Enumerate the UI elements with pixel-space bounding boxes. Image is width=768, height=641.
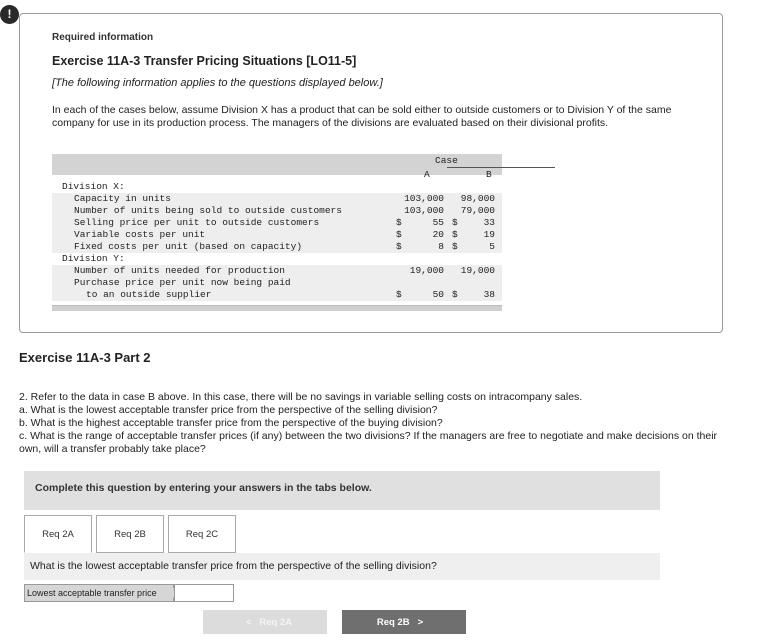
case-b-value: 38: [483, 289, 495, 300]
tab-question-bar: [24, 553, 660, 580]
instruction-bar: [24, 471, 660, 510]
case-underline: [447, 167, 555, 168]
tab-req-2a[interactable]: Req 2A: [24, 515, 92, 553]
question-line: a. What is the lowest acceptable transfer price from the perspective of the selling division?: [19, 404, 438, 416]
prev-button-label: Req 2A: [259, 617, 293, 628]
row-label: Number of units being sold to outside customers: [74, 205, 342, 216]
instruction-text: Complete this question by entering your answers in the tabs below.: [35, 482, 372, 494]
row-label: Variable costs per unit: [74, 229, 206, 240]
case-b-value: 33: [483, 217, 495, 228]
lowest-transfer-price-input[interactable]: [174, 584, 234, 602]
next-button-label: Req 2B: [376, 617, 410, 628]
row-label: Division Y:: [62, 253, 125, 264]
case-a-value: 55: [432, 217, 444, 228]
question-text: [19, 391, 719, 456]
case-data-table: [52, 154, 502, 310]
row-label: Selling price per unit to outside customers: [74, 217, 320, 228]
case-a-value: 103,000: [404, 205, 444, 216]
case-a-currency: $: [396, 289, 402, 300]
tab-req-2c[interactable]: Req 2C: [168, 515, 236, 553]
row-label: Number of units needed for production: [74, 265, 285, 276]
chevron-left-icon: <: [245, 617, 252, 628]
question-line: b. What is the highest acceptable transfer price from the perspective of the buying division?: [19, 417, 443, 429]
case-header: Case: [435, 155, 458, 166]
case-b-value: 19: [483, 229, 495, 240]
answer-label: Lowest acceptable transfer price: [24, 584, 174, 602]
case-b-currency: $: [452, 229, 458, 240]
case-a-value: 103,000: [404, 193, 444, 204]
subnote: [The following information applies to the questions displayed below.]: [52, 77, 383, 89]
case-b-value: 5: [489, 241, 495, 252]
row-label: Purchase price per unit now being paid: [74, 277, 291, 288]
row-label: Capacity in units: [74, 193, 171, 204]
tab-req-2b[interactable]: Req 2B: [96, 515, 164, 553]
next-req-button[interactable]: [342, 610, 466, 634]
chevron-right-icon: >: [417, 617, 424, 628]
table-bottom-rule: [52, 305, 502, 311]
intro-text: In each of the cases below, assume Division X has a product that can be sold either to outside customers or to Division Y of the same company for use in its production process. The managers of the divisions are evaluated based on their divisional profits.: [52, 104, 672, 129]
col-b-header: B: [486, 169, 492, 180]
question-line: 2. Refer to the data in case B above. In this case, there will be no savings in variable selling costs on intracompany sales.: [19, 391, 583, 403]
case-a-currency: $: [396, 241, 402, 252]
case-a-value: 19,000: [409, 265, 444, 276]
case-b-currency: $: [452, 289, 458, 300]
required-info-heading: Required information: [52, 32, 154, 43]
row-label: Fixed costs per unit (based on capacity): [74, 241, 303, 252]
case-b-value: 79,000: [460, 205, 495, 216]
part-title: Exercise 11A-3 Part 2: [19, 350, 151, 365]
col-a-header: A: [424, 169, 430, 180]
case-a-value: 50: [432, 289, 444, 300]
question-line: c. What is the range of acceptable transfer prices (if any) between the two divisions? If the managers are free to negotiate and make decisions on their own, will a transfer probably take place?: [19, 430, 718, 455]
alert-icon: !: [0, 5, 19, 24]
row-label: Division X:: [62, 181, 125, 192]
row-label: to an outside supplier: [86, 289, 212, 300]
prev-req-button[interactable]: [203, 610, 327, 634]
tab-question-text: What is the lowest acceptable transfer price from the perspective of the selling division?: [30, 560, 437, 572]
case-a-value: 8: [438, 241, 444, 252]
case-a-value: 20: [432, 229, 444, 240]
exercise-title: Exercise 11A-3 Transfer Pricing Situations [LO11-5]: [52, 54, 357, 68]
case-a-currency: $: [396, 217, 402, 228]
case-a-currency: $: [396, 229, 402, 240]
case-b-currency: $: [452, 217, 458, 228]
case-b-currency: $: [452, 241, 458, 252]
case-b-value: 98,000: [460, 193, 495, 204]
case-b-value: 19,000: [460, 265, 495, 276]
